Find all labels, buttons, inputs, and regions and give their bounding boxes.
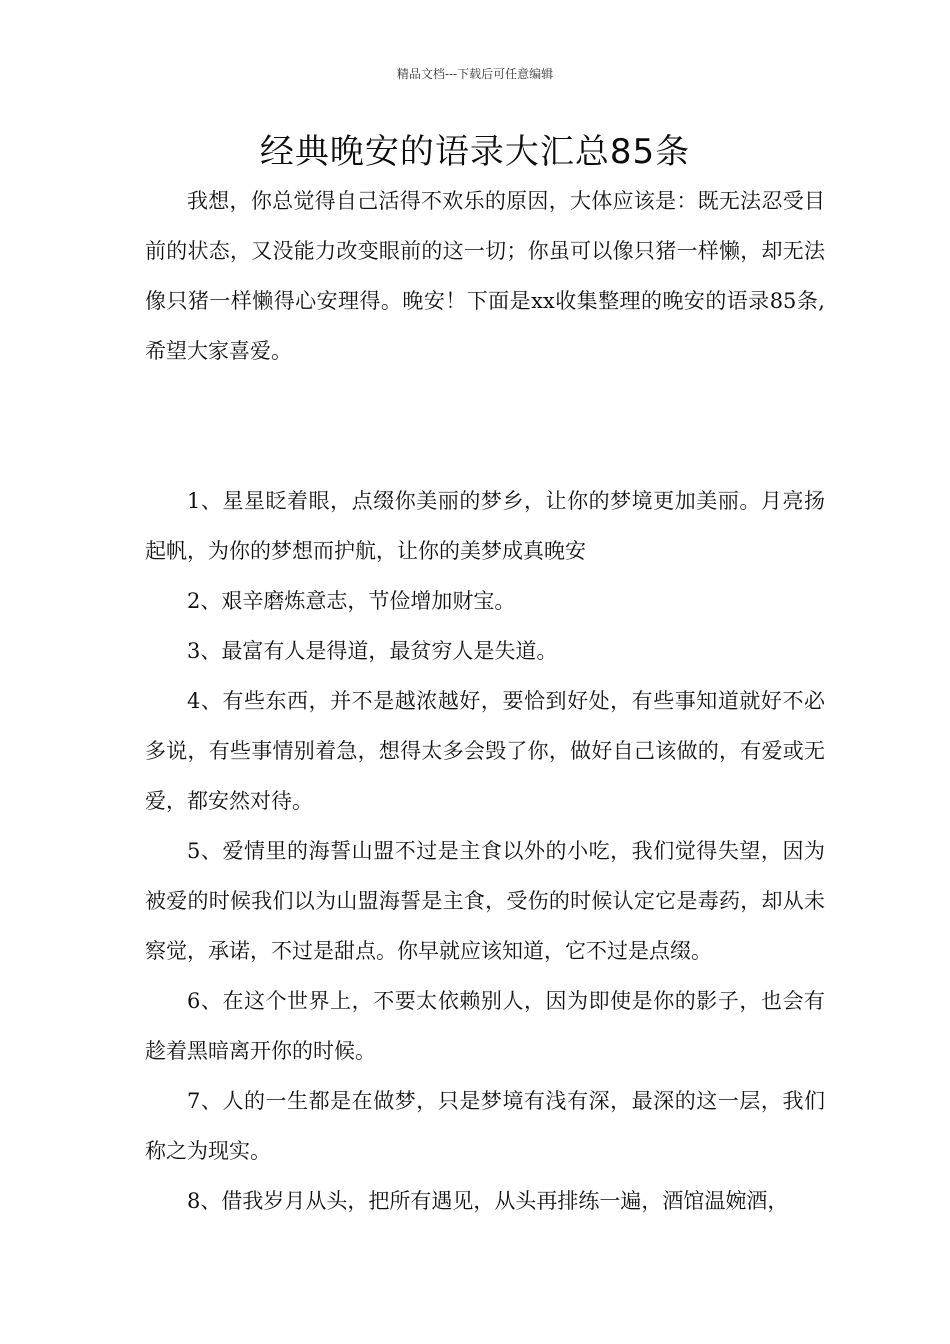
list-item: 8、借我岁月从头，把所有遇见，从头再排练一遍，酒馆温婉酒， — [187, 1189, 789, 1213]
document-body — [145, 176, 825, 1226]
list-item: 5、爱情里的海誓山盟不过是主食以外的小吃，我们觉得失望，因为被爱的时候我们以为山盟海誓是主食，受伤的时候认定它是毒药，却从未察觉，承诺，不过是甜点。你早就应该知道，它不过是点缀。 — [145, 839, 825, 963]
intro-paragraph: 我想，你总觉得自己活得不欢乐的原因，大体应该是：既无法忍受目前的状态，又没能力改变眼前的这一切；你虽可以像只猪一样懒，却无法像只猪一样懒得心安理得。晚安！下面是xx收集整理的晚安的语录85条,希望大家喜爱。 — [145, 189, 825, 363]
header-note: 精品文档---下载后可任意编辑 — [396, 67, 554, 81]
paragraph-gap — [145, 426, 825, 476]
list-item: 3、最富有人是得道，最贫穷人是失道。 — [187, 639, 558, 663]
list-item: 2、艰辛磨炼意志，节俭增加财宝。 — [187, 589, 516, 613]
list-item: 4、有些东西，并不是越浓越好，要恰到好处，有些事知道就好不必多说，有些事情别着急，想得太多会毁了你，做好自己该做的，有爱或无爱，都安然对待。 — [145, 689, 825, 813]
list-item: 6、在这个世界上，不要太依赖别人，因为即使是你的影子，也会有趁着黑暗离开你的时候。 — [145, 989, 825, 1063]
document-title: 经典晚安的语录大汇总85条 — [259, 132, 691, 172]
list-item: 1、星星眨着眼，点缀你美丽的梦乡，让你的梦境更加美丽。月亮扬起帆，为你的梦想而护航，让你的美梦成真晚安 — [145, 489, 825, 563]
paragraph-gap — [145, 376, 825, 426]
list-item: 7、人的一生都是在做梦，只是梦境有浅有深，最深的这一层，我们称之为现实。 — [145, 1089, 825, 1163]
